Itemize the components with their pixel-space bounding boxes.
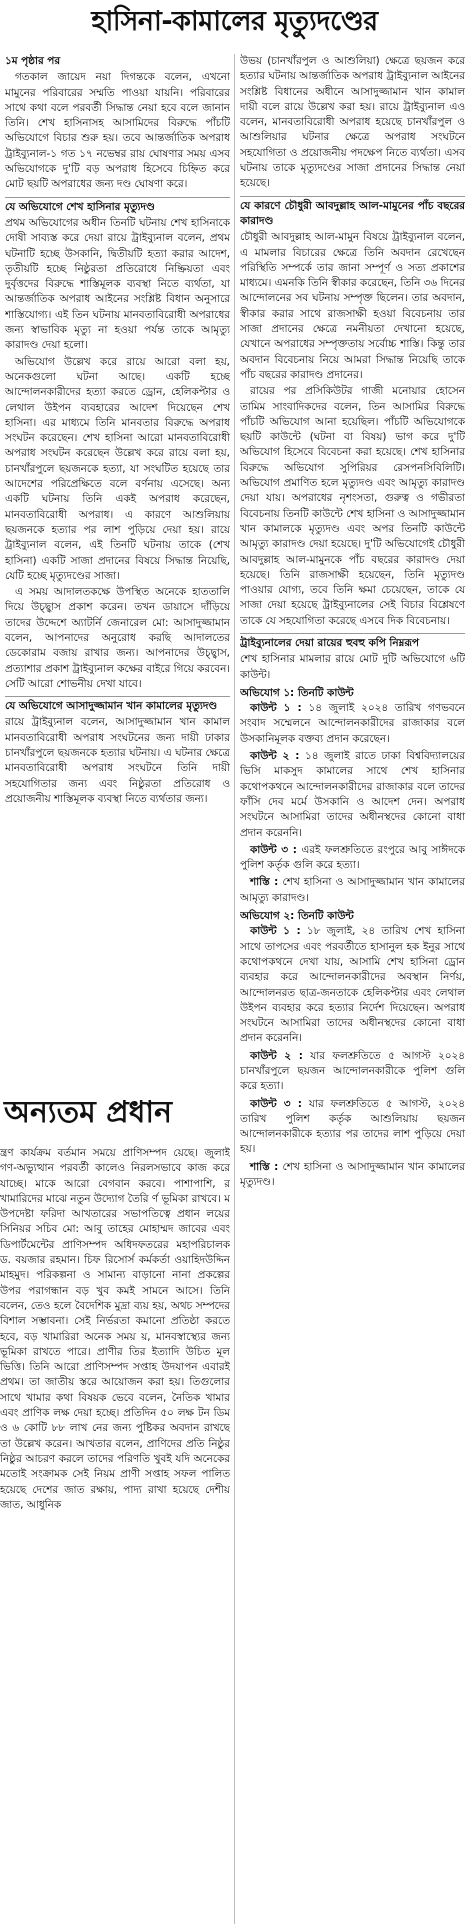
count-text: যার ফলশ্রুতিতে ৫ আগস্ট, ২০২৪ তারিখ পুলিশ কর্তৃক আশুলিয়ায় ছয়জন আন্দোলনকারীকে হত্যার পর তাদের লাশ পুড়িয়ে দেয়া হয়। (240, 1097, 465, 1156)
subhead-kamal-death: যে অভিযোগে আসাদুজ্জামান খান কামালের মৃত্যুদণ্ড (5, 696, 230, 714)
sentence-text: শেখ হাসিনা ও আসাদুজ্জামান খান কামালের মৃত্যুদণ্ড। (240, 1160, 465, 1189)
count-text: এরই ফলশ্রুতিতে রংপুরে আবু সাঈদকে পুলিশ কর্তৃক গুলি করে হত্যা। (240, 843, 465, 872)
paragraph: অভিযোগ উল্লেখ করে রায়ে আরো বলা হয়, অনেকগুলো ঘটনা আছে। একটি হচ্ছে আন্দোলনকারীদের হত্যা করতে ড্রোন, হেলিকপ্টার ও লেথাল উইপন ব্যবহারের আদেশ দিয়েছেন শেখ হাসিনা। এর মাধ্যমে তিনি মানবতার বিরুদ্ধে অপরাধ সংঘটন করেছেন। শেখ হাসিনা আরো মানবতাবিরোধী অপরাধ সংঘটন করেছেন উল্লেখ করে রায়ে বলা হয়, চানখাঁরপুলে ছয়জনকে হত্যা, যা সংঘটিত হয়েছে তার আদেশের পরিপ্রেক্ষিতে বলে বর্ণনায় এসেছে। অন্য একটি ঘটনায় তিনি একই অপরাধ করেছেন, মানবতাবিরোধী অপরাধ। এ কারণে আশুলিয়ায় ছয়জনকে হত্যার পর লাশ পুড়িয়ে দেয়া হয়। রায়ে ট্রাইব্যুনাল বলেন, এই তিনটি ঘটনায় তাকে (শেখ হাসিনা) একটি সাজা প্রদানের বিষয়ে সিদ্ধান্ত নিয়েছি, যেটি হচ্ছে মৃত্যুদণ্ডের সাজা। (5, 355, 230, 582)
paragraph: গতকাল জায়েদ নয়া দিগন্তকে বলেন, এখনো মামুনের পরিবারের সম্মতি পাওয়া যায়নি। পরিবারের সাথে কথা বলে পরবর্তী সিদ্ধান্ত নেয়া হবে বলে জানান তিনি। শেখ হাসিনাসহ আসামিদের বিরুদ্ধে পাঁচটি অভিযোগে বিচার শুরু হয়। তবে আন্তর্জাতিক অপরাধ ট্রাইব্যুনাল-১ গত ১৭ নভেম্বর রায় ঘোষণার সময় এসব অভিযোগকে দু'টি বড় অপরাধ হিসেবে চিহ্নিত করে মোট ছয়টি অপরাধের জন্য দণ্ড ঘোষণা করে। (5, 71, 230, 191)
paragraph: উভয় (চানখাঁরপুল ও আশুলিয়া) ক্ষেত্রে ছয়জন করে হত্যার ঘটনায় আন্তর্জাতিক অপরাধ ট্রাইব্যুনাল আইনের সংশ্লিষ্ট বিধানের অধীনে আসাদুজ্জামান খান কামাল দায়ী বলে রায়ে উল্লেখ করা হয়। রায়ে ট্রাইব্যুনাল এও বলেন, মানবতাবিরোধী অপরাধ হয়েছে চানখাঁরপুল ও আশুলিয়ার ঘটনার ক্ষেত্রে অপরাধ সংঘটনে সহযোগিতা ও প্রয়োজনীয় পদক্ষেপ নিতে ব্যর্থতা। এসব ঘটনায় তাকে মৃত্যুদণ্ডের সাজা প্রদানের সিদ্ধান্ত নেয়া হয়েছে। (240, 55, 465, 190)
count-text: ১৪ জুলাই রাতে ঢাকা বিশ্ববিদ্যালয়ের ভিসি মাকসুদ কামালের সাথে শেখ হাসিনার কথোপকথনে আন্দোলনকারীদের রাজাকার বলে তাদের ফাঁসি দেব মর্মে উসকানি ও আদেশ দেন। অপরাধ সংঘটনে আসামিরা তাদের অধীনস্থদের কোনো বাধা প্রদান করেননি। (240, 750, 465, 839)
count-label: কাউন্ট ১ : (250, 925, 301, 938)
count-text: ১৪ জুলাই ২০২৪ তারিখ গণভবনে সংবাদ সম্মেলনে আন্দোলনকারীদের রাজাকার বলে উসকানিমূলক বক্তব্য প্রদান করেছেন। (240, 702, 465, 745)
count-label: কাউন্ট ২ : (250, 750, 300, 763)
paragraph: শেখ হাসিনার মামলার রায়ে মোট দুটি অভিযোগে ৬টি কাউন্ট। (240, 653, 465, 681)
count-label: কাউন্ট ২ : (250, 1049, 303, 1062)
headline: হাসিনা-কামালের মৃত্যুদণ্ডের (91, 6, 378, 37)
sentence-item (240, 875, 465, 906)
bottom-article-heading: অন্যতম প্রধান (4, 1095, 173, 1130)
column-divider (234, 54, 235, 1924)
charge-2-heading: অভিযোগ ২: তিনটি কাউন্ট (240, 910, 354, 923)
count-item (240, 701, 465, 747)
paragraph: ন্ত্রণ কার্যক্রম বর্তমান সময়ে প্রাণিসম্পদ য়েছে। জুলাই গণ-অভ্যুত্থান পরবর্তী কালেও নিরলসভাবে কাজ করে যাচ্ছে। মাকে আরো বেগবান করবে। পাশাপাশি, র খামারিদের মাঝে নতুন উদ্যোগ তৈরি র্ণ ভূমিকা রাখবে। ম উপদেষ্টা ফরিদা আখতারের সভাপতিত্বে প্রধান লয়ের সিনিয়র সচিব মো: আবু তাহের মোহাম্মদ জাবের এবং ডিপার্টমেন্টের প্রাণিসম্পদ অধিদফতরের মহাপরিচালক ড. বয়জার রহমান। চিফ রিসোর্স কর্মকর্তা ওয়াহিদউদ্দিন মাহমুদ। পরিকল্পনা ও সামান্য বাড়ানো নানা প্রকল্পের উপর পরাগন্ধান বড় খুব কমই সামনে আসে। তিনি বলেন, তেও হলে বৈদেশিক মুদ্রা ব্যয় হয়, অথচ সম্পদের বিশাল সম্ভাবনা। সেই নির্ভরতা কমানো প্রতিষ্ঠা করতে হবে, বড় খামারিরা অনেক সময় য়, মানবস্বাস্থ্যের জন্য ভূমিকা রাখতে পারে। প্রাণীর তির ইত্যাদি উচিত মূল ভিত্তি। তিনি আরো প্রাণিসম্পদ সপ্তাহ উদযাপন এবারই প্রথম। তা জাতীয় স্তরে আয়োজন করা হয়। তিগুলোর সাথে খামার কথা বিষয়ক ভেবে বলেন, নৈতিক খামার এবং প্রাণিক লক্ষ দেয়া হচ্ছে। প্রতিদিন ৫০ লক্ষ টন ডিম ও ৬ কোটি ৮৮ লাখ নের জন্য পুষ্টিকর অবদান রাখছে তা উল্লেখ করেন। আখতার বলেন, প্রাণিদের প্রতি নিষ্ঠুর নিষ্ঠুর আচরণ করলে তাদের পরিণতি খুবই যদি অনেকের মতোই সংক্রামক সেই নিয়ম প্রাণী সপ্তাহ সফল পালিত হয়েছে দেশের জাত রক্ষায়, পাদ্য রাখা হয়েছে দেশীয় জাত, আধুনিক (0, 1147, 230, 1511)
subhead-mamun-sentence: যে কারণে চৌধুরী আবদুল্লাহ আল-মামুনের পাঁচ বছরের কারাদণ্ড (240, 196, 465, 230)
subhead-verdict-copy: ট্রাইব্যুনালের দেয়া রায়ের হুবহু কপি নিম্নরূপ (240, 633, 465, 651)
count-item (240, 924, 465, 1046)
paragraph: চৌধুরী আবদুল্লাহ আল-মামুন বিষয়ে ট্রাইব্যুনাল বলেন, এ মামলার বিচারের ক্ষেত্রে তিনি অবদান রেখেছেন পরিস্থিতি সম্পর্কে তার জানা সম্পূর্ণ ও সত্য প্রকাশের মাধ্যমে। এমনকি তিনি স্বীকার করেছেন, তিনি ৩৬ দিনের আন্দোলনের সব ঘটনায় সম্পৃক্ত ছিলেন। তার অবদান, স্বীকার করার সাথে রাজসাক্ষী হওয়া বিবেচনায় তার সাজা প্রদানের ক্ষেত্রে নমনীয়তা দেখানো হয়েছে, যেখানে অপরাধের সম্পৃক্ততায় সর্বোচ্চ শাস্তি। কিন্তু তার অবদান বিবেচনায় নিয়ে আমরা সিদ্ধান্ত নিয়েছি তাকে পাঁচ বছরের কারাদণ্ড প্রদানের। (240, 231, 465, 381)
count-label: কাউন্ট ৩ : (250, 843, 297, 856)
paragraph: রায়ে ট্রাইব্যুনাল বলেন, আসাদুজ্জামান খান কামাল মানবতাবিরোধী অপরাধ সংঘটনের জন্য দায়ী ঢাকার চানখাঁরপুলে ছয়জনকে হত্যার ঘটনায়। এ ঘটনার ক্ষেত্রে মানবতাবিরোধী অপরাধ সংঘটনে তিনি দায়ী সহযোগিতার জন্য এবং নিষ্ঠুরতা প্রতিরোধ ও প্রয়োজনীয় শাস্তিমূলক ব্যবস্থা নিতে ব্যর্থতার জন্য। (5, 716, 230, 805)
sentence-item (240, 1160, 465, 1191)
sentence-label: শাস্তি : (250, 1160, 279, 1173)
sentence-text: শেখ হাসিনা ও আসাদুজ্জামান খান কামালের আমৃত্যু কারাদণ্ড। (240, 876, 465, 904)
sentence-label: শাস্তি : (250, 876, 279, 889)
bottom-article-text (0, 1146, 230, 1926)
right-column (240, 54, 465, 1930)
count-item (240, 1097, 465, 1158)
count-label: কাউন্ট ৩ : (250, 1097, 302, 1110)
charge-1-heading: অভিযোগ ১: তিনটি কাউন্ট (240, 686, 354, 699)
subhead-hasina-death: যে অভিযোগে শেখ হাসিনার মৃত্যুদণ্ড (5, 197, 230, 215)
count-item (240, 843, 465, 874)
count-label: কাউন্ট ১ : (250, 702, 302, 715)
count-text: যার ফলশ্রুতিতে ৫ আগস্ট ২০২৪ চানখাঁরপুলে ছয়জন আন্দোলনকারীকে পুলিশ গুলি করে হত্যা। (240, 1049, 465, 1093)
left-column (5, 54, 230, 1104)
count-text: ১৮ জুলাই, ২৪ তারিখ শেখ হাসিনা সাথে তাপসের এবং পরবর্তীতে হাসানুল হক ইনুর সাথে কথোপকথনে দেখা যায়, আসামি শেখ হাসিনা ড্রোন ব্যবহার করে আন্দোলনকারীদের অবস্থান নির্ণয়, আন্দোলনরত ছাত্র-জনতাকে হেলিকপ্টার এবং লেথাল উইপন ব্যবহার করে হত্যার নির্দেশ দিয়েছেন। অপরাধ সংঘটনে আসামিরা তাদের অধীনস্থদের কোনো বাধা প্রদান করেননি। (240, 925, 465, 1045)
count-item (240, 749, 465, 841)
paragraph: প্রথম অভিযোগের অধীন তিনটি ঘটনায় শেখ হাসিনাকে দোষী সাব্যস্ত করে দেয়া রায়ে ট্রাইব্যুনাল বলেন, প্রথম ঘটনাটি হচ্ছে উসকানি, দ্বিতীয়টি হত্যা করার আদেশ, তৃতীয়টি হচ্ছে নিষ্ঠুরতা প্রতিরোধে নিষ্ক্রিয়তা এবং দুর্বৃত্তদের বিরুদ্ধে শাস্তিমূলক ব্যবস্থা নিতে ব্যর্থতা, যা আন্তর্জাতিক অপরাধ আইনের সংশ্লিষ্ট বিধান অনুসারে শাস্তিযোগ্য। এই তিন ঘটনায় মানবতাবিরোধী অপরাধের জন্য স্বাভাবিক মৃত্যু না হওয়া পর্যন্ত তাকে আমৃত্যু কারাদণ্ড দেয়া হলো। (5, 216, 230, 352)
paragraph: রায়ের পর প্রসিকিউটর গাজী মনোয়ার হোসেন তামিম সাংবাদিকদের বলেন, তিন আসামির বিরুদ্ধে পাঁচটি অভিযোগ আনা হয়েছিল। পাঁচটি অভিযোগকে ছয়টি কাউন্টে (ঘটনা বা বিষয়) ভাগ করে দু'টি অভিযোগ হিসেবে বিবেচনা করা হয়েছে। শেখ হাসিনার বিরুদ্ধে অভিযোগ সুপিরিয়র রেসপনসিবিলিটি। অভিযোগ প্রমাণিত হলে মৃত্যুদণ্ড এবং আমৃত্যু কারাদণ্ড দেয়া যায়। অপরাধের নৃশংসতা, গুরুত্ব ও গভীরতা বিবেচনায় তিনটি কাউন্টে শেখ হাসিনা ও আসাদুজ্জামান খান কামালকে মৃত্যুদণ্ড এবং অপর তিনটি কাউন্টে আমৃত্যু কারাদণ্ড দেয়া হয়েছে। দু'টি অভিযোগেই চৌধুরী আবদুল্লাহ আল-মামুনকে পাঁচ বছরের কারাদণ্ড দেয়া হয়েছে। তিনি রাজসাক্ষী হয়েছেন, তিনি মৃত্যুদণ্ড পাওয়ার যোগ্য, তবে তিনি ক্ষমা চেয়েছেন, তাকে যে সাজা দেয়া হয়েছে ট্রাইব্যুনালের সেই বিচার বিশ্লেষণে তাকে যে সহযোগিতা করেছে এসবে দিক বিবেচনায়। (240, 385, 465, 627)
continued-label: ১ম পৃষ্ঠার পর (5, 55, 61, 67)
paragraph: এ সময় আদালতকক্ষে উপস্থিত অনেকে হাততালি দিয়ে উচ্ছ্বাস প্রকাশ করেন। তখন ডায়াসে দাঁড়িয়ে তাদের উদ্দেশে অ্যাটর্নি জেনারেল মো: আসাদুজ্জামান বলেন, আপনাদের অনুরোধ করছি আদালতের ডেকোরাম বজায় রাখার জন্য। আপনাদের উচ্ছ্বাস, প্রত্যাশার প্রকাশ ট্রাইব্যুনাল কক্ষের বাইরে গিয়ে করবেন। সেটি আরো শোভনীয় দেখা যাবে। (5, 586, 230, 690)
count-item (240, 1049, 465, 1095)
